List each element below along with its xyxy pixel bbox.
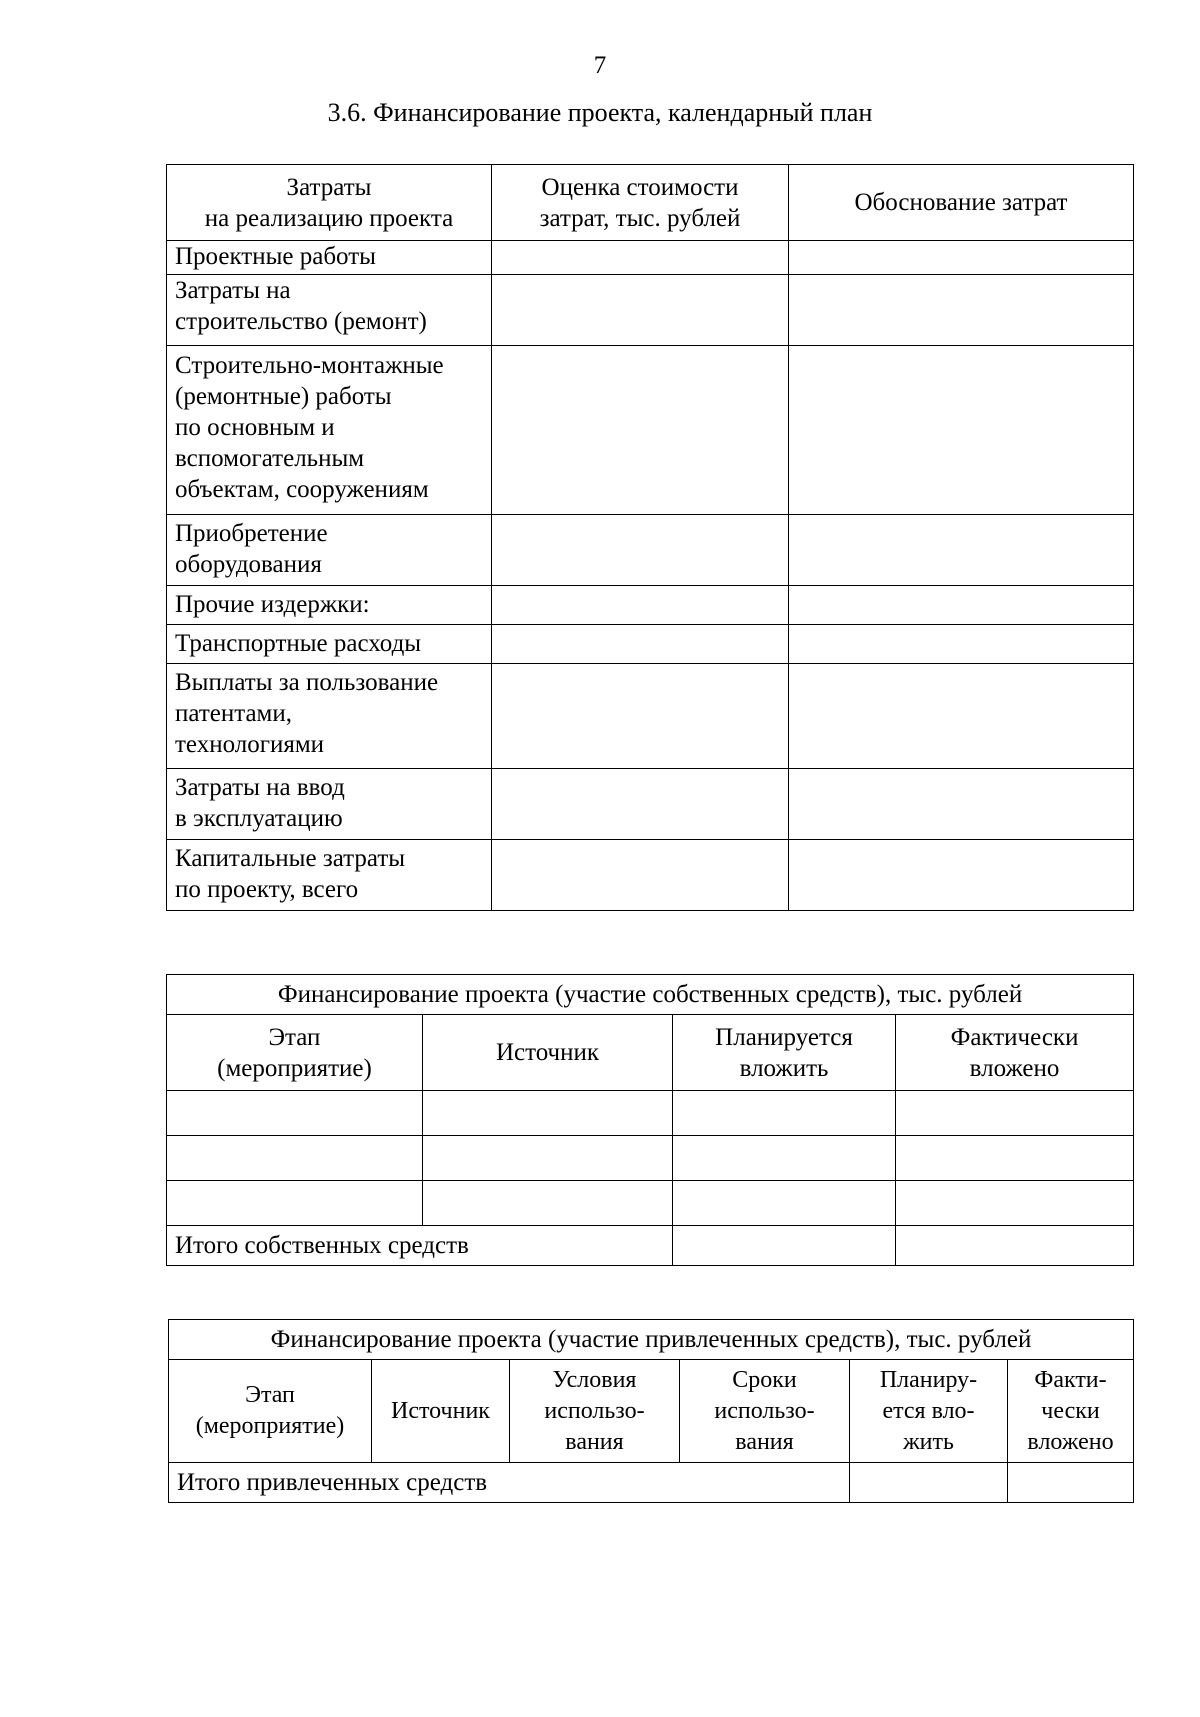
empty-cell [850, 1463, 1008, 1503]
empty-cell [896, 1091, 1134, 1136]
costs-header-cell: Затраты на реализацию проекта [167, 165, 492, 241]
empty-cell [673, 1091, 896, 1136]
empty-cell [167, 1091, 423, 1136]
total-row [167, 1226, 1134, 1266]
cost-item-label: Транспортные расходы [167, 625, 492, 664]
empty-cell [167, 1136, 423, 1181]
own-funds-total-label: Итого собственных средств [167, 1226, 673, 1266]
own-funds-header-cell: Этап (мероприятие) [167, 1015, 423, 1091]
costs-header-cell: Обоснование затрат [789, 165, 1134, 241]
own-funds-title: Финансирование проекта (участие собственных средств), тыс. рублей [167, 975, 1134, 1015]
total-row [169, 1463, 1134, 1503]
cost-estimate-cell [492, 586, 789, 625]
borrowed-funds-header-cell: Источник [372, 1360, 510, 1463]
empty-cell [423, 1091, 673, 1136]
table-row [167, 346, 1134, 515]
cost-item-label: Строительно-монтажные (ремонтные) работы по основным и вспомогательным объектам, сооружениям [167, 346, 492, 515]
cost-estimate-cell [492, 664, 789, 769]
table-row [167, 840, 1134, 911]
table-row [167, 241, 1134, 275]
table-row [167, 1136, 1134, 1181]
cost-item-label: Выплаты за пользование патентами, технологиями [167, 664, 492, 769]
empty-cell [1008, 1463, 1134, 1503]
own-funds-header-cell: Планируется вложить [673, 1015, 896, 1091]
empty-cell [673, 1136, 896, 1181]
cost-estimate-cell [492, 625, 789, 664]
cost-item-label: Проектные работы [167, 241, 492, 275]
cost-estimate-cell [492, 346, 789, 515]
borrowed-funds-title: Финансирование проекта (участие привлеченных средств), тыс. рублей [169, 1320, 1134, 1360]
cost-justification-cell [789, 346, 1134, 515]
table-row [167, 1181, 1134, 1226]
cost-item-label: Приобретение оборудования [167, 515, 492, 586]
cost-justification-cell [789, 275, 1134, 346]
cost-justification-cell [789, 241, 1134, 275]
section-title: 3.6. Финансирование проекта, календарный план [327, 98, 873, 127]
own-funds-table [166, 974, 1134, 1266]
cost-estimate-cell [492, 515, 789, 586]
empty-cell [896, 1181, 1134, 1226]
table-row [167, 515, 1134, 586]
cost-justification-cell [789, 664, 1134, 769]
borrowed-funds-header-cell: Условия использо- вания [510, 1360, 680, 1463]
cost-justification-cell [789, 515, 1134, 586]
borrowed-funds-table [168, 1319, 1134, 1503]
empty-cell [896, 1226, 1134, 1266]
borrowed-funds-header-cell: Планиру- ется вло- жить [850, 1360, 1008, 1463]
cost-estimate-cell [492, 241, 789, 275]
own-funds-header-cell: Фактически вложено [896, 1015, 1134, 1091]
own-funds-header-cell: Источник [423, 1015, 673, 1091]
costs-header-cell: Оценка стоимости затрат, тыс. рублей [492, 165, 789, 241]
empty-cell [673, 1181, 896, 1226]
cost-estimate-cell [492, 840, 789, 911]
cost-justification-cell [789, 625, 1134, 664]
table-row [167, 664, 1134, 769]
cost-item-label: Затраты на ввод в эксплуатацию [167, 769, 492, 840]
table-row [167, 275, 1134, 346]
empty-cell [673, 1226, 896, 1266]
borrowed-funds-header-cell: Сроки использо- вания [680, 1360, 850, 1463]
empty-cell [423, 1181, 673, 1226]
cost-justification-cell [789, 840, 1134, 911]
empty-cell [896, 1136, 1134, 1181]
costs-table [166, 164, 1134, 911]
empty-cell [167, 1181, 423, 1226]
table-row [167, 769, 1134, 840]
empty-cell [423, 1136, 673, 1181]
cost-justification-cell [789, 586, 1134, 625]
cost-item-label: Затраты на строительство (ремонт) [167, 275, 492, 346]
cost-justification-cell [789, 769, 1134, 840]
borrowed-funds-total-label: Итого привлеченных средств [169, 1463, 850, 1503]
table-row [167, 625, 1134, 664]
page-number: 7 [593, 52, 607, 79]
table-row [167, 1091, 1134, 1136]
table-row [167, 586, 1134, 625]
borrowed-funds-header-cell: Факти- чески вложено [1008, 1360, 1134, 1463]
cost-item-label: Капитальные затраты по проекту, всего [167, 840, 492, 911]
cost-item-label: Прочие издержки: [167, 586, 492, 625]
borrowed-funds-header-cell: Этап (мероприятие) [169, 1360, 372, 1463]
cost-estimate-cell [492, 275, 789, 346]
cost-estimate-cell [492, 769, 789, 840]
